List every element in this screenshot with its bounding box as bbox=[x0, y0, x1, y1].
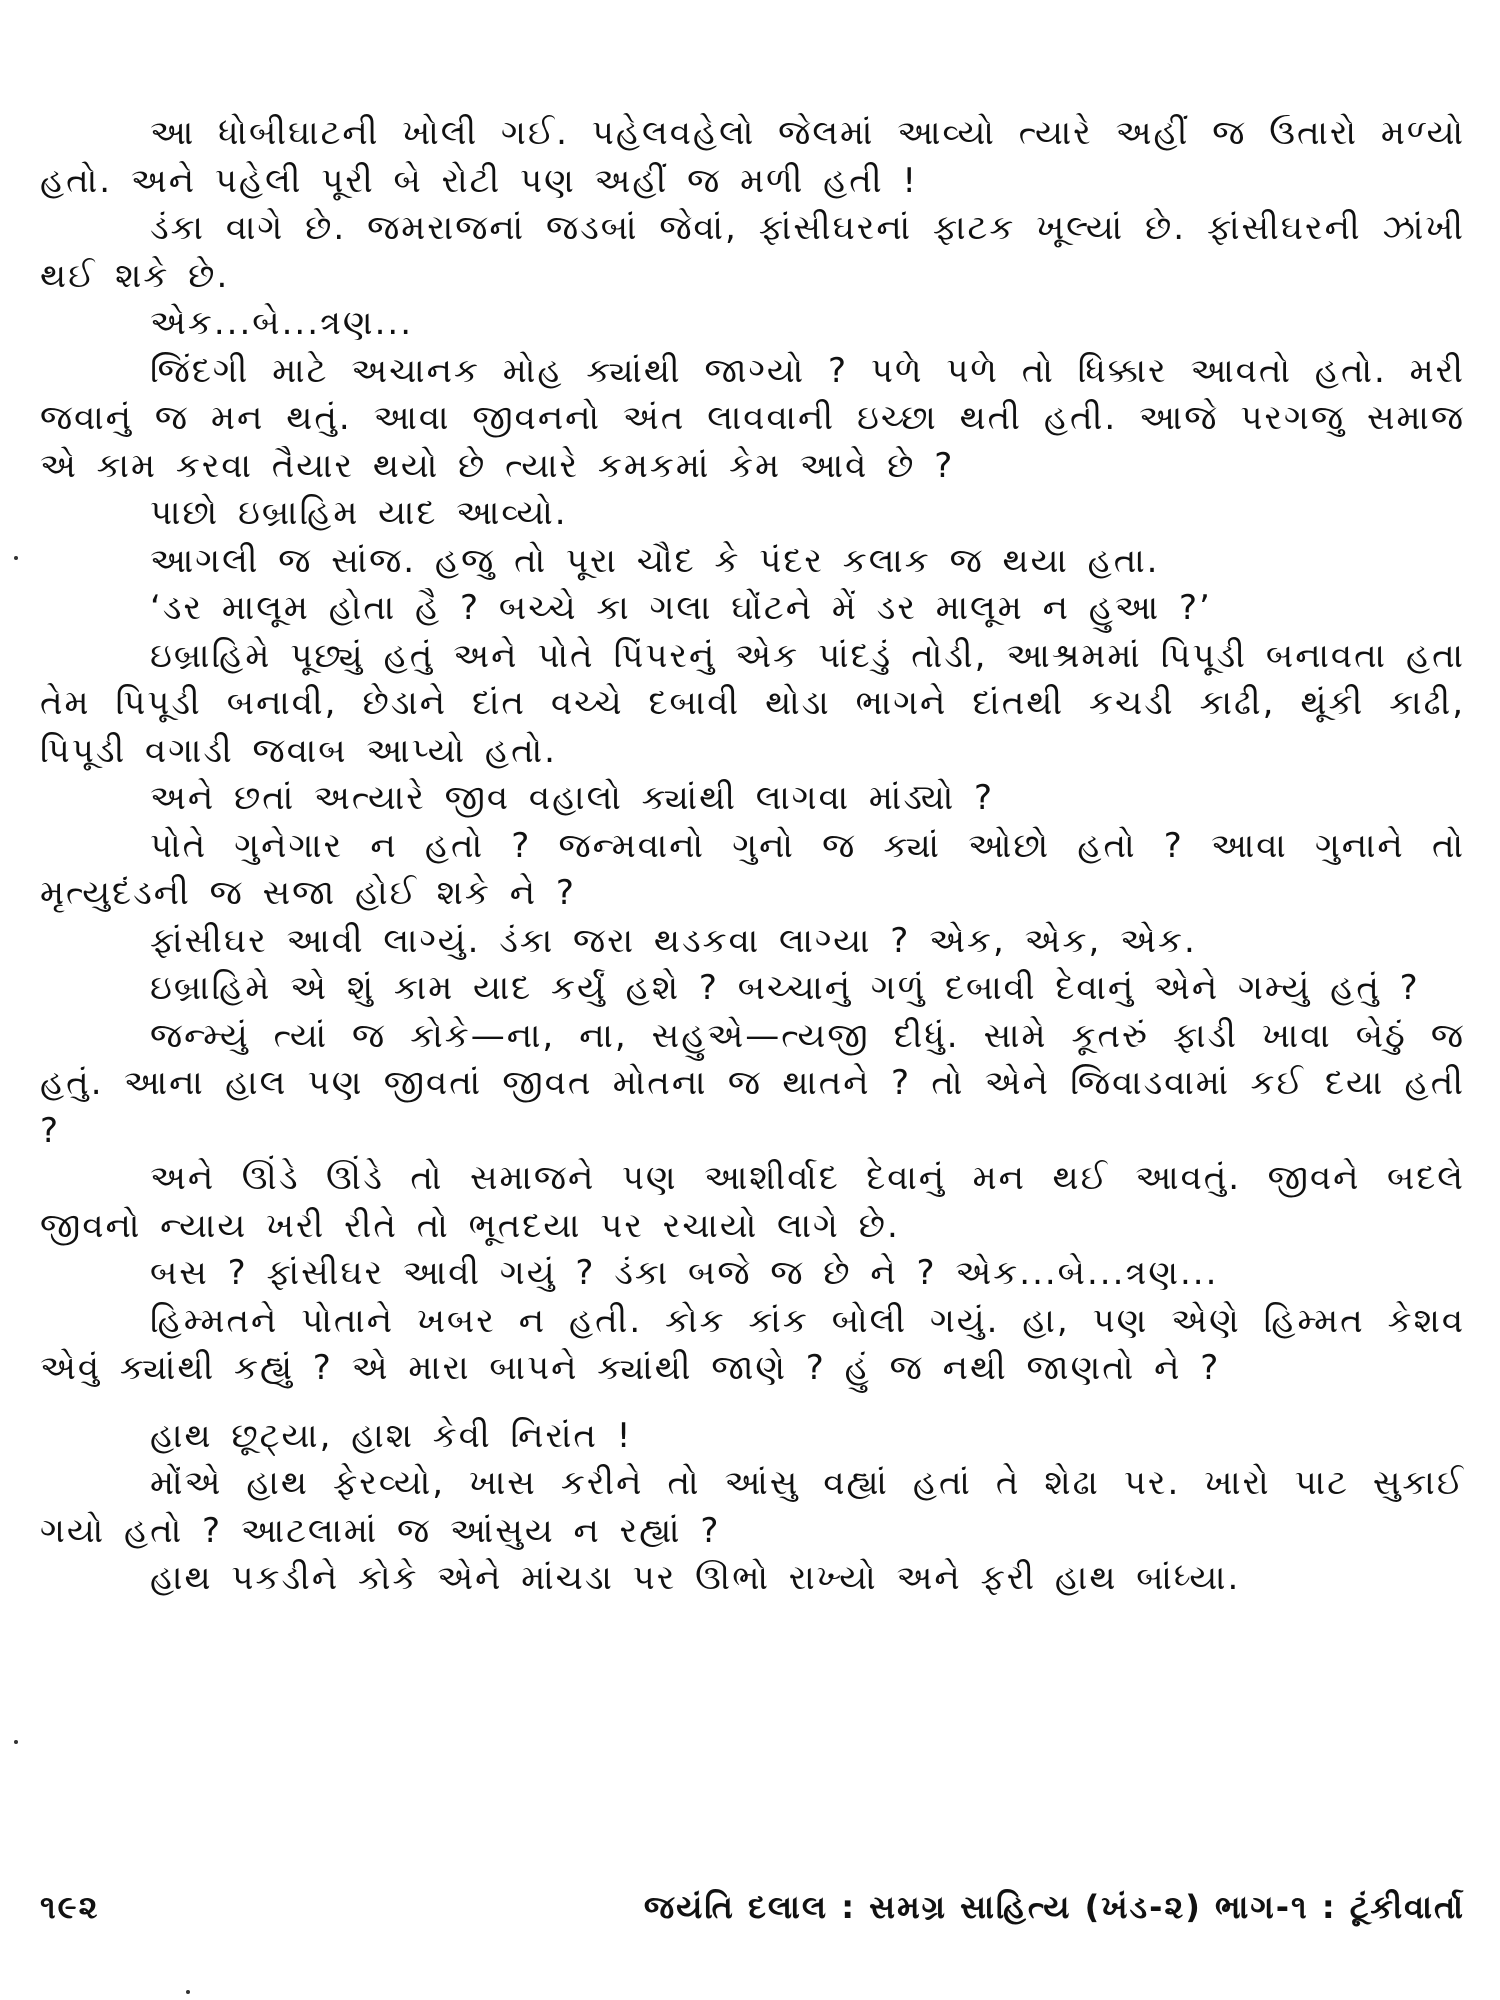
paragraph-16: હિમ્મતને પોતાને ખબર ન હતી. કોક કાંક બોલી ગયું. હા, પણ એણે હિમ્મત કેશવ એવું ક્યાંથી કહ્યું ? એ મારા બાપને ક્યાંથી જાણે ? હું જ નથી જાણતો ને ? bbox=[40, 1300, 1465, 1388]
paragraph-19: હાથ પકડીને કોકે એને માંચડા પર ઊભો રાખ્યો અને ફરી હાથ બાંધ્યા. bbox=[150, 1558, 1241, 1598]
paragraph-10: પોતે ગુનેગાર ન હતો ? જન્મવાનો ગુનો જ ક્યાં ઓછો હતો ? આવા ગુનાને તો મૃત્યુદંડની જ સજા હોઈ શકે ને ? bbox=[40, 825, 1465, 913]
page-footer bbox=[40, 1888, 1465, 1938]
paragraph-8: ઇબ્રાહિમે પૂછ્યું હતું અને પોતે પિંપરનું એક પાંદડું તોડી, આશ્રમમાં પિપૂડી બનાવતા હતા તેમ પિપૂડી બનાવી, છેડાને દાંત વચ્ચે દબાવી થોડા ભાગને દાંતથી કચડી કાઢી, થૂંકી કાઢી, પિપૂડી વગાડી જવાબ આપ્યો હતો. bbox=[40, 635, 1465, 771]
paragraph-13: જન્મ્યું ત્યાં જ કોકે—ના, ના, સહુએ—ત્યજી દીધું. સામે કૂતરું ફાડી ખાવા બેઠું જ હતું. આના હાલ પણ જીવતાં જીવત મોતના જ થાતને ? તો એને જિવાડવામાં કઈ દયા હતી ? bbox=[40, 1015, 1465, 1151]
paragraph-14: અને ઊંડે ઊંડે તો સમાજને પણ આશીર્વાદ દેવાનું મન થઈ આવતું. જીવને બદલે જીવનો ન્યાય ખરી રીતે તો ભૂતદયા પર રચાયો લાગે છે. bbox=[40, 1158, 1465, 1246]
paragraph-17: હાથ છૂટ્યા, હાશ કેવી નિરાંત ! bbox=[150, 1415, 633, 1456]
page-number: ૧૯૨ bbox=[40, 1888, 100, 1926]
scan-speck bbox=[186, 1990, 190, 1994]
page-body bbox=[40, 110, 1465, 1910]
scan-speck bbox=[14, 556, 18, 560]
paragraph-5: પાછો ઇબ્રાહિમ યાદ આવ્યો. bbox=[150, 493, 568, 533]
paragraph-12: ઇબ્રાહિમે એ શું કામ યાદ કર્યું હશે ? બચ્ચાનું ગળું દબાવી દેવાનું એને ગમ્યું હતું ? bbox=[150, 968, 1420, 1008]
scan-speck bbox=[14, 1740, 18, 1744]
paragraph-15: બસ ? ફાંસીઘર આવી ગયું ? ડંકા બજે જ છે ને ? એક...બે...ત્રણ... bbox=[150, 1253, 1219, 1293]
book-title: જયંતિ દલાલ : સમગ્ર સાહિત્ય (ખંડ-૨) ભાગ-૧ : ટૂંકીવાર્તા bbox=[643, 1888, 1465, 1926]
paragraph-6: આગલી જ સાંજ. હજુ તો પૂરા ચૌદ કે પંદર કલાક જ થયા હતા. bbox=[150, 540, 1160, 581]
paragraph-18: મોંએ હાથ ફેરવ્યો, ખાસ કરીને તો આંસુ વહ્યાં હતાં તે શેઢા પર. ખારો પાટ સુકાઈ ગયો હતો ? આટલામાં જ આંસુય ન રહ્યાં ? bbox=[40, 1463, 1465, 1551]
paragraph-11: ફાંસીઘર આવી લાગ્યું. ડંકા જરા થડકવા લાગ્યા ? એક, એક, એક. bbox=[150, 920, 1197, 961]
paragraph-7: ‘ડર માલૂમ હોતા હૈ ? બચ્ચે કા ગલા ઘોંટને મેં ડર માલૂમ ન હુઆ ?’ bbox=[150, 588, 1212, 628]
paragraph-3: એક...બે...ત્રણ... bbox=[150, 303, 414, 343]
paragraph-9: અને છતાં અત્યારે જીવ વહાલો ક્યાંથી લાગવા માંડ્યો ? bbox=[150, 778, 995, 818]
paragraph-1: આ ધોબીઘાટની ખોલી ગઈ. પહેલવહેલો જેલમાં આવ્યો ત્યારે અહીં જ ઉતારો મળ્યો હતો. અને પહેલી પૂરી બે રોટી પણ અહીં જ મળી હતી ! bbox=[40, 113, 1465, 201]
paragraph-2: ડંકા વાગે છે. જમરાજનાં જડબાં જેવાં, ફાંસીઘરનાં ફાટક ખૂલ્યાં છે. ફાંસીઘરની ઝાંખી થઈ શકે છે. bbox=[40, 208, 1465, 296]
paragraph-4: જિંદગી માટે અચાનક મોહ ક્યાંથી જાગ્યો ? પળે પળે તો ધિક્કાર આવતો હતો. મરી જવાનું જ મન થતું. આવા જીવનનો અંત લાવવાની ઇચ્છા થતી હતી. આજે પરગજુ સમાજ એ કામ કરવા તૈયાર થયો છે ત્યારે કમકમાં કેમ આવે છે ? bbox=[40, 350, 1465, 486]
